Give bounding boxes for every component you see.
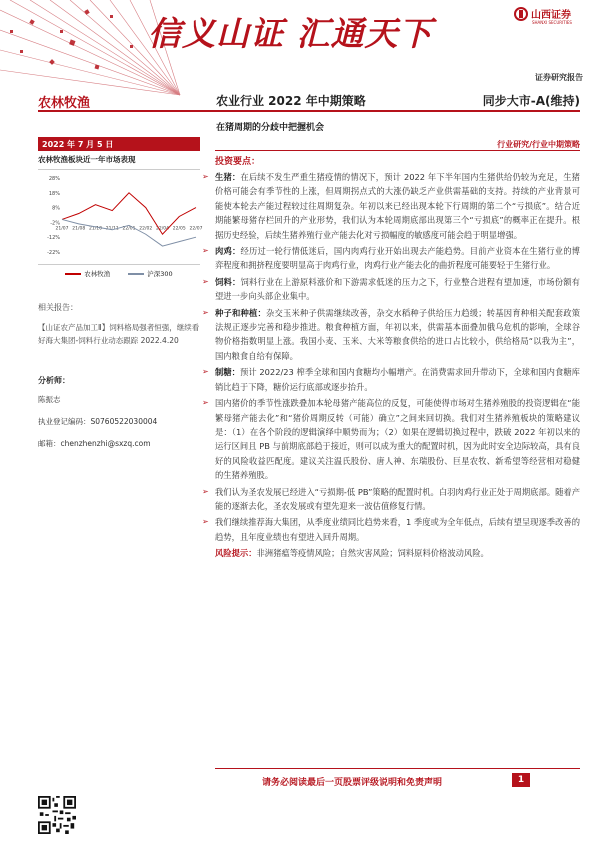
x-tick-label: 22/02 xyxy=(139,226,153,232)
logo-mark-icon xyxy=(514,7,528,21)
bullet-arrow-icon: ➢ xyxy=(202,486,209,496)
point-lead: 种子和种植： xyxy=(215,307,266,318)
bullet-arrow-icon: ➢ xyxy=(202,172,209,181)
point-lead: 饲料： xyxy=(215,276,241,287)
y-tick-label: -2% xyxy=(50,220,60,227)
point-broiler xyxy=(202,244,580,273)
legend-label-sector: 农林牧渔 xyxy=(84,270,111,278)
point-text: 我们认为圣农发展已经进入“亏损期-低 PB”策略的配置时机。白羽肉鸡行业正处于周期底部。随着产能的逐渐去化，圣农发展或有望先迎来一波估值修复行情。 xyxy=(215,486,580,511)
investment-points-title: 投资要点： xyxy=(215,157,261,167)
x-tick-label: 21/08 xyxy=(72,226,86,232)
performance-chart-svg xyxy=(38,170,203,266)
bullet-arrow-icon: ➢ xyxy=(202,398,209,408)
related-reports-title: 相关报告： xyxy=(38,303,78,312)
disclaimer-notice: 请务必阅读最后一页股票评级说明和免责声明 xyxy=(262,778,443,788)
report-date: 2022 年 7 月 5 日 xyxy=(38,137,200,151)
bullet-arrow-icon: ➢ xyxy=(202,246,209,256)
analyst-email[interactable]: 邮箱：chenzhenzhi@sxzq.com xyxy=(38,439,151,448)
bullet-arrow-icon: ➢ xyxy=(202,367,209,377)
y-tick-label: -12% xyxy=(47,235,60,242)
point-text: 杂交玉米种子供需继续改善，杂交水稻种子供给压力趋缓；转基因育种相关配套政策法规正逐步完善和稳步推进。粮食种植方面，年初以来，供需基本面叠加俄乌危机的影响，全球谷物价格指数明显上涨。我国小麦、玉米、大米等粮食供给的进口占比较小，供给格局“以我为主”，国内粮食自给有保障。 xyxy=(215,307,580,361)
point-haid xyxy=(202,515,580,544)
y-tick-label: -22% xyxy=(47,250,60,256)
point-text: 国内猪价的季节性涨跌叠加本轮母猪产能高位的反复，可能使得市场对生猪养殖股的投资逻辑在“能繁母猪产能去化”和“猪价周期反转（可能）确立”之间来回切换。我们对生猪养殖板块的策略建议是：（1）在各个阶段的逻辑演绎中顺势而为；（2）如果在逻辑切换过程中，跌破 2022 年初以来的运行区间且 PB 与前期底部趋于接近，则可以成为重大的配置时机，因为此时安全边际较高，具有良好的风险收益匹配度。建议关注温氏股份、唐人神、东瑞股份、巨星农牧、新希望等经营相对稳健的生猪养殖股。 xyxy=(215,398,580,481)
report-subtitle: 在猪周期的分歧中把握机会 xyxy=(216,123,325,133)
point-hog xyxy=(202,170,580,242)
report-category: 行业研究/行业中期策略 xyxy=(215,137,580,151)
point-lead: 肉鸡： xyxy=(215,246,241,257)
company-logo xyxy=(514,6,571,21)
x-tick-label: 21/11 xyxy=(105,226,119,232)
x-tick-label: 21/07 xyxy=(55,226,69,232)
bullet-arrow-icon: ➢ xyxy=(202,307,209,317)
footer-divider xyxy=(215,768,580,769)
point-seed xyxy=(202,306,580,364)
y-tick-label: 8% xyxy=(52,205,60,212)
sector-name: 农林牧渔 xyxy=(38,96,91,111)
banner xyxy=(0,0,595,88)
point-text: 我们继续推荐海大集团，从季度业绩同比趋势来看，1 季度或为全年低点，后续有望呈现逐季改善的趋势，且年度业绩也有望进入回升周期。 xyxy=(215,517,580,542)
bullet-arrow-icon: ➢ xyxy=(202,517,209,527)
legend-swatch-sector xyxy=(65,273,81,275)
point-sugar xyxy=(202,365,580,394)
point-lead: 制糖： xyxy=(215,367,241,378)
point-text: 预计 2022/23 榨季全球和国内食糖均小幅增产。在消费需求回升带动下，全球和国内食糖库销比趋于下降，糖价运行底部或逐步抬升。 xyxy=(215,367,580,392)
report-type: 证券研究报告 xyxy=(535,73,583,82)
point-text: 经历过一轮行情低迷后，国内肉鸡行业开始出现去产能趋势。目前产业资本在生猪行业的博弈程度和拥挤程度要明显高于肉鸡行业，肉鸡行业产能去化的曲折程度可能要轻于生猪行业。 xyxy=(215,246,580,271)
banner-title: 信义山证 汇通天下 xyxy=(148,14,433,53)
legend-label-index: 沪深300 xyxy=(147,270,173,278)
legend-swatch-index xyxy=(128,273,144,275)
x-tick-label: 22/01 xyxy=(122,226,136,232)
legend-item-sector xyxy=(65,269,110,278)
point-sunner xyxy=(202,485,580,514)
point-text: 饲料行业在上游原料涨价和下游需求低迷的压力之下，行业整合进程有望加速，市场份额有望进一步向头部企业集中。 xyxy=(215,276,580,302)
chart-legend xyxy=(38,269,200,278)
y-tick-label: 28% xyxy=(48,176,60,182)
risk-text: 非洲猪瘟等疫情风险；自然灾害风险；饲料原料价格波动风险。 xyxy=(256,548,489,559)
x-tick-label: 22/07 xyxy=(189,226,203,232)
main-content xyxy=(202,154,580,560)
sidebar xyxy=(38,154,203,449)
analyst-title: 分析师： xyxy=(38,376,70,385)
point-text: 在后续不发生严重生猪疫情的情况下，预计 2022 年下半年国内生猪供给仍较为充足，生猪价格可能会有季节性的上涨，但周期拐点式的大涨仍缺乏产业供需基础的支持。持续的产业背景可能使本轮去产能过程较过往周期复杂。年初以来已经出现本轮下行周期的第二个“亏损底”。结合近期能繁母猪存栏回升的产业形势，我们认为本轮周期底部出现第三个“亏损底”的概率正在提升。根据历史经验，后续生猪养殖行业产能去化对亏损幅度的敏感度可能会趋于明显增强。 xyxy=(215,172,580,240)
analyst-license: 执业登记编码：S0760522030004 xyxy=(38,417,158,426)
header-row xyxy=(38,92,580,112)
chart-title: 农林牧渔板块近一年市场表现 xyxy=(38,155,136,164)
rating: 同步大市-A(维持) xyxy=(482,94,580,108)
risk-warning xyxy=(215,546,580,560)
legend-item-index xyxy=(128,269,172,278)
series-line-index xyxy=(62,219,196,246)
bullet-arrow-icon: ➢ xyxy=(202,276,209,286)
performance-chart xyxy=(38,169,203,265)
risk-label: 风险提示： xyxy=(215,548,257,559)
x-tick-label: 22/05 xyxy=(172,226,186,232)
y-tick-label: 18% xyxy=(48,190,60,197)
x-tick-label: 22/04 xyxy=(156,226,169,232)
related-report-link[interactable]: 【山证农产品加工Ⅱ】饲料格局强者恒强，继续看好海大集团-饲料行业动态跟踪 2022.4.20 xyxy=(38,323,200,345)
page-number: 1 xyxy=(512,773,530,787)
report-title: 农业行业 2022 年中期策略 xyxy=(216,94,366,108)
point-feed xyxy=(202,275,580,304)
point-strategy xyxy=(202,396,580,482)
analyst-name: 陈振志 xyxy=(38,395,61,404)
logo-text: 山西证券 xyxy=(531,10,571,21)
logo-text-en: SHANXI SECURITIES xyxy=(532,20,572,25)
x-tick-label: 21/10 xyxy=(89,226,102,232)
point-lead: 生猪： xyxy=(215,172,241,182)
qr-code-icon xyxy=(38,796,76,834)
